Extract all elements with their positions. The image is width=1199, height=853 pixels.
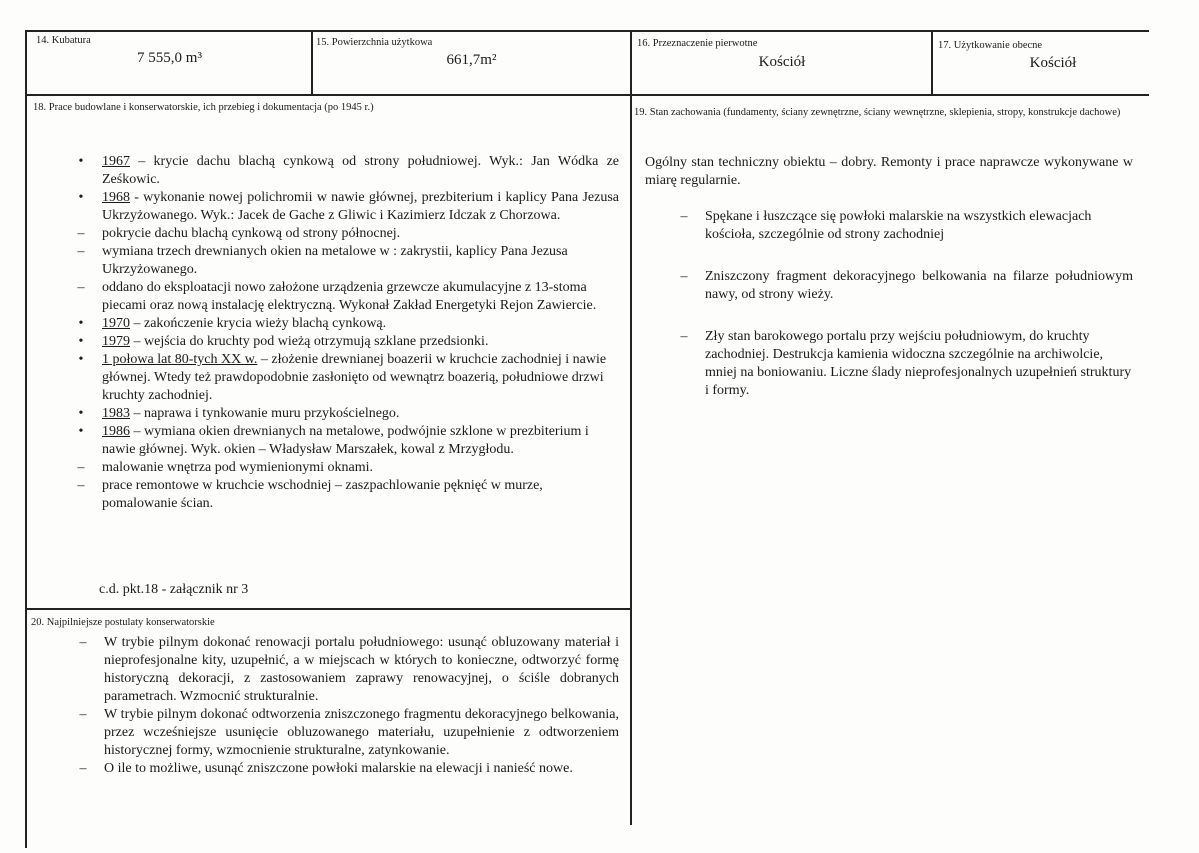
section-16-label: 16. Przeznaczenie pierwotne: [637, 38, 758, 49]
list-item: – malowanie wnętrza pod wymienionymi oknami.: [77, 460, 373, 475]
section-17-label: 17. Użytkowanie obecne: [938, 40, 1043, 51]
section-20-label: 20. Najpilniejsze postulaty konserwatorskie: [31, 617, 215, 628]
section-18-continuation: c.d. pkt.18 - załącznik nr 3: [99, 582, 249, 597]
section-16-value: Kościół: [758, 54, 806, 70]
list-item: – W trybie pilnym dokonać renowacji portalu południowego: usunąć obluzowany materiał i nieprofesjonalne kity, uzupełnić, a w miejscach w których to konieczne, odtworzyć formę historyczną dekoracji, z zastosowaniem zaprawy renowacyjnej, o ściśle dobranych parametrach. Wzmocnić strukturalnie.: [79, 635, 619, 704]
section-18-label: 18. Prace budowlane i konserwatorskie, ich przebieg i dokumentacja (po 1945 r.): [33, 102, 374, 113]
section-14-value: 7 555,0 m³: [137, 50, 202, 66]
list-item: • 1970 – zakończenie krycia wieży blachą cynkową.: [78, 316, 387, 331]
list-item: – W trybie pilnym dokonać odtworzenia zniszczonego fragmentu dekoracyjnego belkowania, przez wcześniejsze usunięcie obluzowanego materiału, uzupełnienie z odtworzeniem historycznej formy, wzmocnienie strukturalne, zatynkowanie.: [79, 707, 619, 758]
list-item: • 1968 - wykonanie nowej polichromii w nawie głównej, prezbiterium i kaplicy Pana Jezusa Ukrzyżowanego. Wyk.: Jacek de Gache z Gliwic i Kazimierz Idczak z Chorzowa.: [78, 190, 619, 223]
section-20-list: [76, 634, 619, 778]
list-item: – wymiana trzech drewnianych okien na metalowe w : zakrystii, kaplicy Pana Jezusa Ukrzyżowanego.: [77, 244, 568, 277]
table-row-divider: [25, 94, 1149, 96]
list-item: – prace remontowe w kruchcie wschodniej – zaszpachlowanie pęknięć w murze, pomalowanie ścian.: [77, 478, 543, 511]
list-item: – Zły stan barokowego portalu przy wejściu południowym, do kruchty zachodniej. Destrukcja kamienia widoczna szczególnie na archiwolcie, mniej na boniowaniu. Liczne ślady nieprofesjonalnych uzupełnień struktury i formy.: [680, 329, 1132, 398]
list-item: • 1983 – naprawa i tynkowanie muru przykościelnego.: [78, 406, 400, 421]
table-top-border: [25, 30, 1149, 32]
list-item: – pokrycie dachu blachą cynkową od strony północnej.: [77, 226, 401, 241]
list-item: • 1 połowa lat 80-tych XX w. – złożenie drewnianej boazerii w kruchcie zachodniej i nawie głównej. Wtedy też prawdopodobnie zasłonięto od wewnątrz boazerią, południowe drzwi kruchty zachodniej.: [78, 352, 607, 403]
list-item: – oddano do eksploatacji nowo założone urządzenia grzewcze akumulacyjne z 13-stoma piecami oraz nową instalację elektryczną. Wykonał Zakład Energetyki Rejon Zawiercie.: [77, 280, 597, 313]
section-19-intro: Ogólny stan techniczny obiektu – dobry. Remonty i prace naprawcze wykonywane w miarę regularnie.: [645, 155, 1133, 188]
section-18-list: [74, 153, 619, 513]
column-divider-main: [630, 30, 632, 825]
list-item: – O ile to możliwe, usunąć zniszczone powłoki malarskie na elewacji i nanieść nowe.: [79, 761, 573, 776]
section-19-list: [677, 208, 1133, 400]
section-15-value: 661,7m²: [446, 52, 497, 68]
list-item: • 1979 – wejścia do kruchty pod wieżą otrzymują szklane przedsionki.: [78, 334, 489, 349]
list-item: – Spękane i łuszczące się powłoki malarskie na wszystkich elewacjach kościoła, szczególnie od strony zachodniej: [680, 209, 1092, 242]
section-14-label: 14. Kubatura: [36, 35, 91, 46]
list-item: – Zniszczony fragment dekoracyjnego belkowania na filarze południowym nawy, od strony wieży.: [680, 269, 1133, 302]
section-20-divider: [25, 608, 631, 610]
list-item: • 1986 – wymiana okien drewnianych na metalowe, podwójnie szklone w prezbiterium i nawie głównej. Wyk. okien – Władysław Marszałek, kowal z Mrzygłodu.: [78, 424, 589, 457]
section-19-label: 19. Stan zachowania (fundamenty, ściany zewnętrzne, ściany wewnętrzne, sklepienia, stropy, konstrukcje dachowe): [634, 107, 1121, 118]
table-left-border: [25, 30, 27, 848]
section-17-value: Kościół: [1029, 55, 1077, 71]
list-item: • 1967 – krycie dachu blachą cynkową od strony południowej. Wyk.: Jan Wódka ze Ześkowic.: [78, 154, 619, 187]
section-15-label: 15. Powierzchnia użytkowa: [316, 37, 433, 48]
